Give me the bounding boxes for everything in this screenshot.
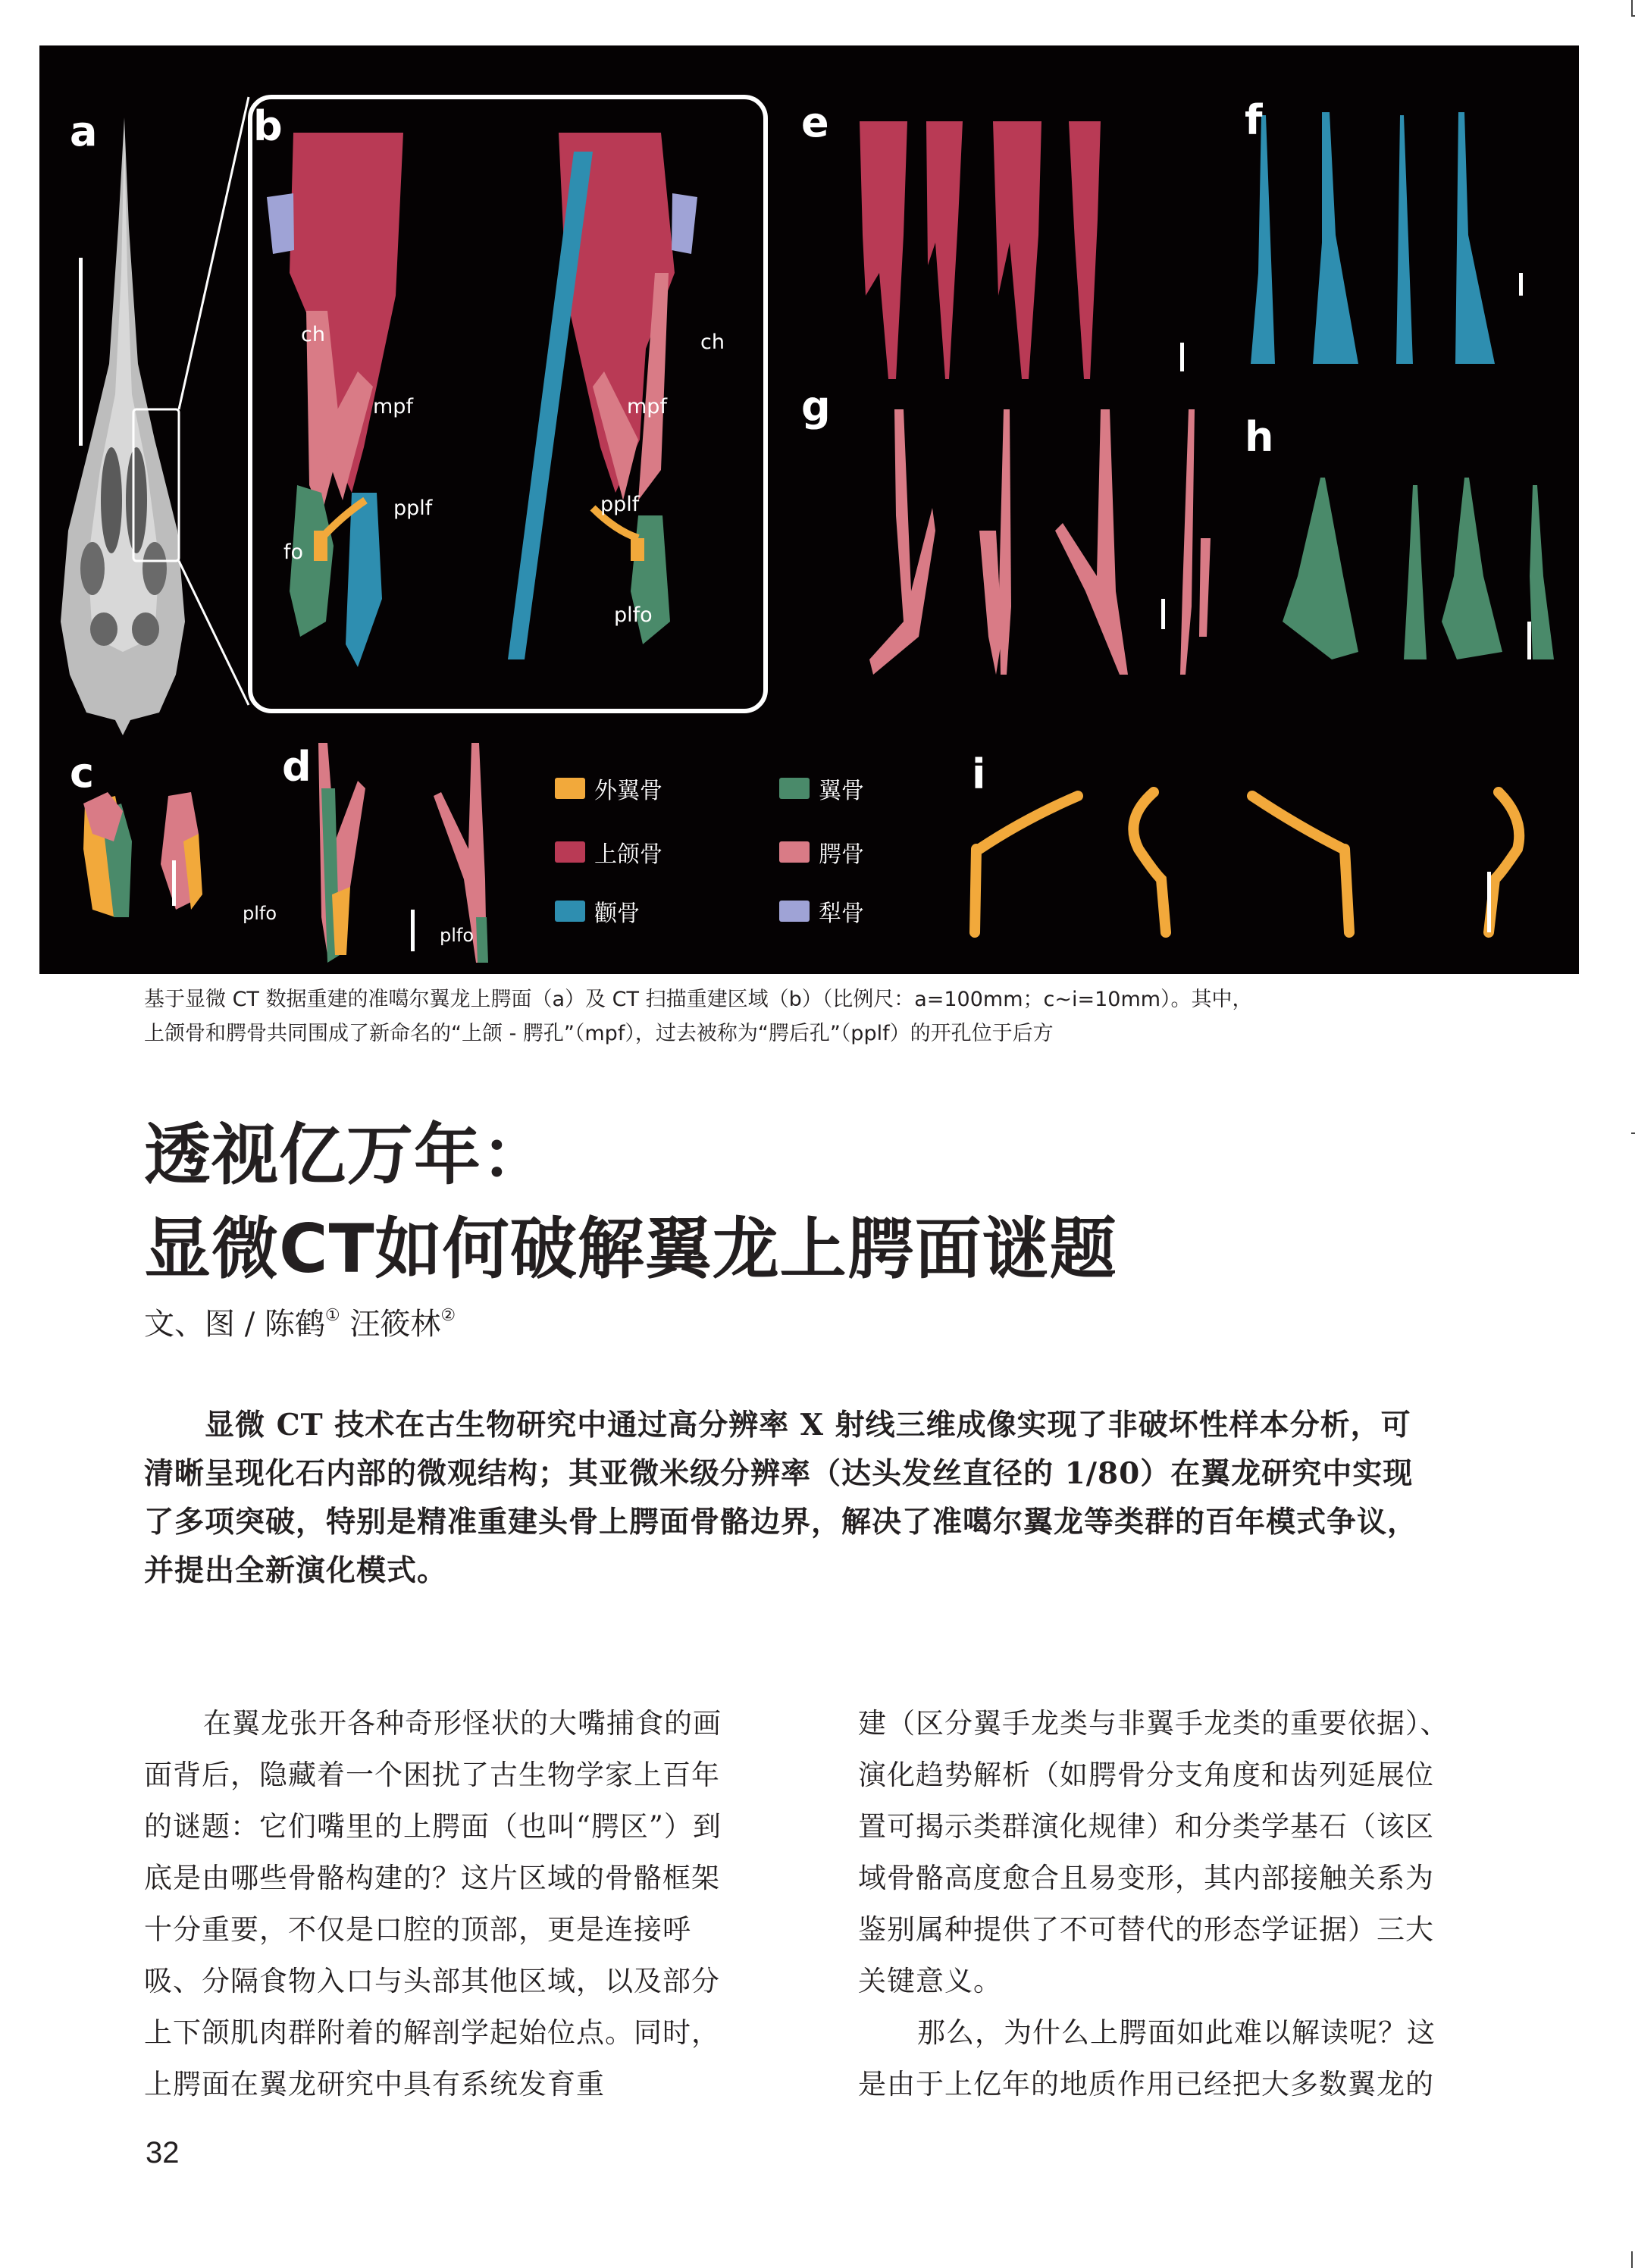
body-column-right bbox=[858, 1698, 1449, 2110]
legend-label: 翼骨 bbox=[819, 778, 864, 804]
panel-c-renders bbox=[83, 792, 202, 917]
figure-panel bbox=[39, 45, 1579, 974]
annotation-pplf-left: pplf bbox=[393, 497, 433, 520]
panel-f-renders bbox=[1251, 112, 1495, 364]
scalebar-d bbox=[411, 910, 415, 951]
panel-label-a: a bbox=[70, 108, 98, 155]
scalebar-c bbox=[172, 860, 176, 906]
annotation-plfo-d: plfo bbox=[440, 925, 475, 946]
crop-mark bbox=[1631, 1132, 1635, 1134]
annotation-plfo-c: plfo bbox=[243, 903, 277, 924]
author-1: 陈鹤 bbox=[264, 1307, 325, 1342]
body-paragraph: 建（区分翼手龙类与非翼手龙类的重要依据）、演化趋势解析（如腭骨分支角度和齿列延展位置可揭示类群演化规律）和分类学基石（该区域骨骼高度愈合且易变形，其内部接触关系为鉴别属种提供了不可替代的形态学证据）三大关键意义。 bbox=[858, 1707, 1449, 1997]
scalebar-a bbox=[79, 258, 83, 446]
lead-paragraph: 显微 CT 技术在古生物研究中通过高分辨率 X 射线三维成像实现了非破坏性样本分析，可清晰呈现化石内部的微观结构；其亚微米级分辨率（达头发丝直径的 1/80）在翼龙研究中实现了多项突破，特别是精准重建头骨上腭面骨骼边界，解决了准噶尔翼龙等类群的百年模式争议，并提出全新演化模式。 bbox=[144, 1408, 1418, 1588]
annotation-mpf-left: mpf bbox=[373, 395, 413, 418]
figure-caption bbox=[144, 982, 1508, 1051]
scalebar-i bbox=[1487, 872, 1491, 932]
byline-prefix: 文、图 / bbox=[144, 1307, 265, 1342]
panel-label-g: g bbox=[801, 383, 831, 431]
crop-mark bbox=[1631, 2251, 1633, 2268]
legend-label: 犁骨 bbox=[819, 901, 864, 927]
author-2-affiliation-mark: ② bbox=[440, 1306, 456, 1325]
legend-label: 上颌骨 bbox=[594, 841, 662, 868]
scalebar-h bbox=[1527, 622, 1531, 659]
panel-label-d: d bbox=[282, 743, 312, 791]
panel-h-renders bbox=[1283, 478, 1554, 659]
byline bbox=[144, 1300, 456, 1343]
panel-label-b: b bbox=[253, 102, 283, 150]
legend-swatch bbox=[779, 901, 810, 922]
author-1-affiliation-mark: ① bbox=[324, 1306, 340, 1325]
legend-item-pterygoid bbox=[779, 772, 864, 805]
legend-item-maxilla bbox=[555, 835, 662, 869]
annotation-ch-left: ch bbox=[301, 323, 325, 346]
legend-label: 外翼骨 bbox=[594, 778, 662, 804]
annotation-plfo-right: plfo bbox=[614, 603, 653, 627]
annotation-ch-right: ch bbox=[700, 330, 725, 354]
legend-swatch bbox=[779, 841, 810, 863]
body-column-left bbox=[144, 1698, 735, 2110]
annotation-pplf-right: pplf bbox=[600, 493, 640, 516]
panel-label-f: f bbox=[1245, 96, 1263, 144]
panel-e-renders bbox=[860, 121, 1101, 379]
caption-line-2: 上颌骨和腭骨共同围成了新命名的“上颌 - 腭孔”（mpf），过去被称为“腭后孔”（pplf）的开孔位于后方 bbox=[144, 1022, 1054, 1045]
legend-swatch bbox=[555, 778, 585, 799]
panel-label-c: c bbox=[70, 749, 95, 797]
title-line-2: 显微CT如何破解翼龙上腭面谜题 bbox=[144, 1210, 1117, 1288]
panel-i-renders bbox=[975, 792, 1519, 932]
legend-item-palatine bbox=[779, 835, 864, 869]
panel-label-e: e bbox=[801, 99, 829, 146]
panel-label-i: i bbox=[972, 750, 986, 798]
scalebar-e bbox=[1180, 343, 1184, 371]
author-2: 汪筱林 bbox=[349, 1307, 441, 1342]
panel-g-renders bbox=[869, 409, 1211, 675]
scalebar-g bbox=[1161, 599, 1165, 629]
title-line-1: 透视亿万年： bbox=[144, 1116, 550, 1194]
legend-item-vomer bbox=[779, 894, 864, 928]
legend-label: 颧骨 bbox=[594, 901, 640, 927]
panel-label-h: h bbox=[1245, 413, 1274, 461]
crop-mark bbox=[1631, 0, 1633, 15]
body-paragraph: 在翼龙张开各种奇形怪状的大嘴捕食的画面背后，隐藏着一个困扰了古生物学家上百年的谜题：它们嘴里的上腭面（也叫“腭区”）到底是由哪些骨骼构建的？这片区域的骨骼框架十分重要，不仅是口腔的顶部，更是连接呼吸、分隔食物入口与头部其他区域，以及部分上下颌肌肉群附着的解剖学起始位点。同时，上腭面在翼龙研究中具有系统发育重 bbox=[144, 1707, 722, 2100]
legend-item-ectopterygoid bbox=[555, 772, 662, 805]
page-number: 32 bbox=[146, 2136, 180, 2169]
article-title bbox=[144, 1108, 1117, 1296]
scalebar-f bbox=[1519, 273, 1523, 296]
annotation-fo: fo bbox=[283, 540, 304, 564]
legend-label: 腭骨 bbox=[819, 841, 864, 868]
palate-right bbox=[508, 133, 697, 659]
annotation-mpf-right: mpf bbox=[627, 395, 667, 418]
legend-swatch bbox=[779, 778, 810, 799]
crop-mark bbox=[1631, 15, 1635, 17]
body-paragraph: 那么，为什么上腭面如此难以解读呢？这是由于上亿年的地质作用已经把大多数翼龙的 bbox=[858, 2016, 1436, 2100]
legend-item-jugal bbox=[555, 894, 640, 928]
legend-swatch bbox=[555, 901, 585, 922]
legend-swatch bbox=[555, 841, 585, 863]
caption-line-1: 基于显微 CT 数据重建的准噶尔翼龙上腭面（a）及 CT 扫描重建区域（b）（比例尺：a=100mm；c~i=10mm）。其中， bbox=[144, 988, 1253, 1011]
